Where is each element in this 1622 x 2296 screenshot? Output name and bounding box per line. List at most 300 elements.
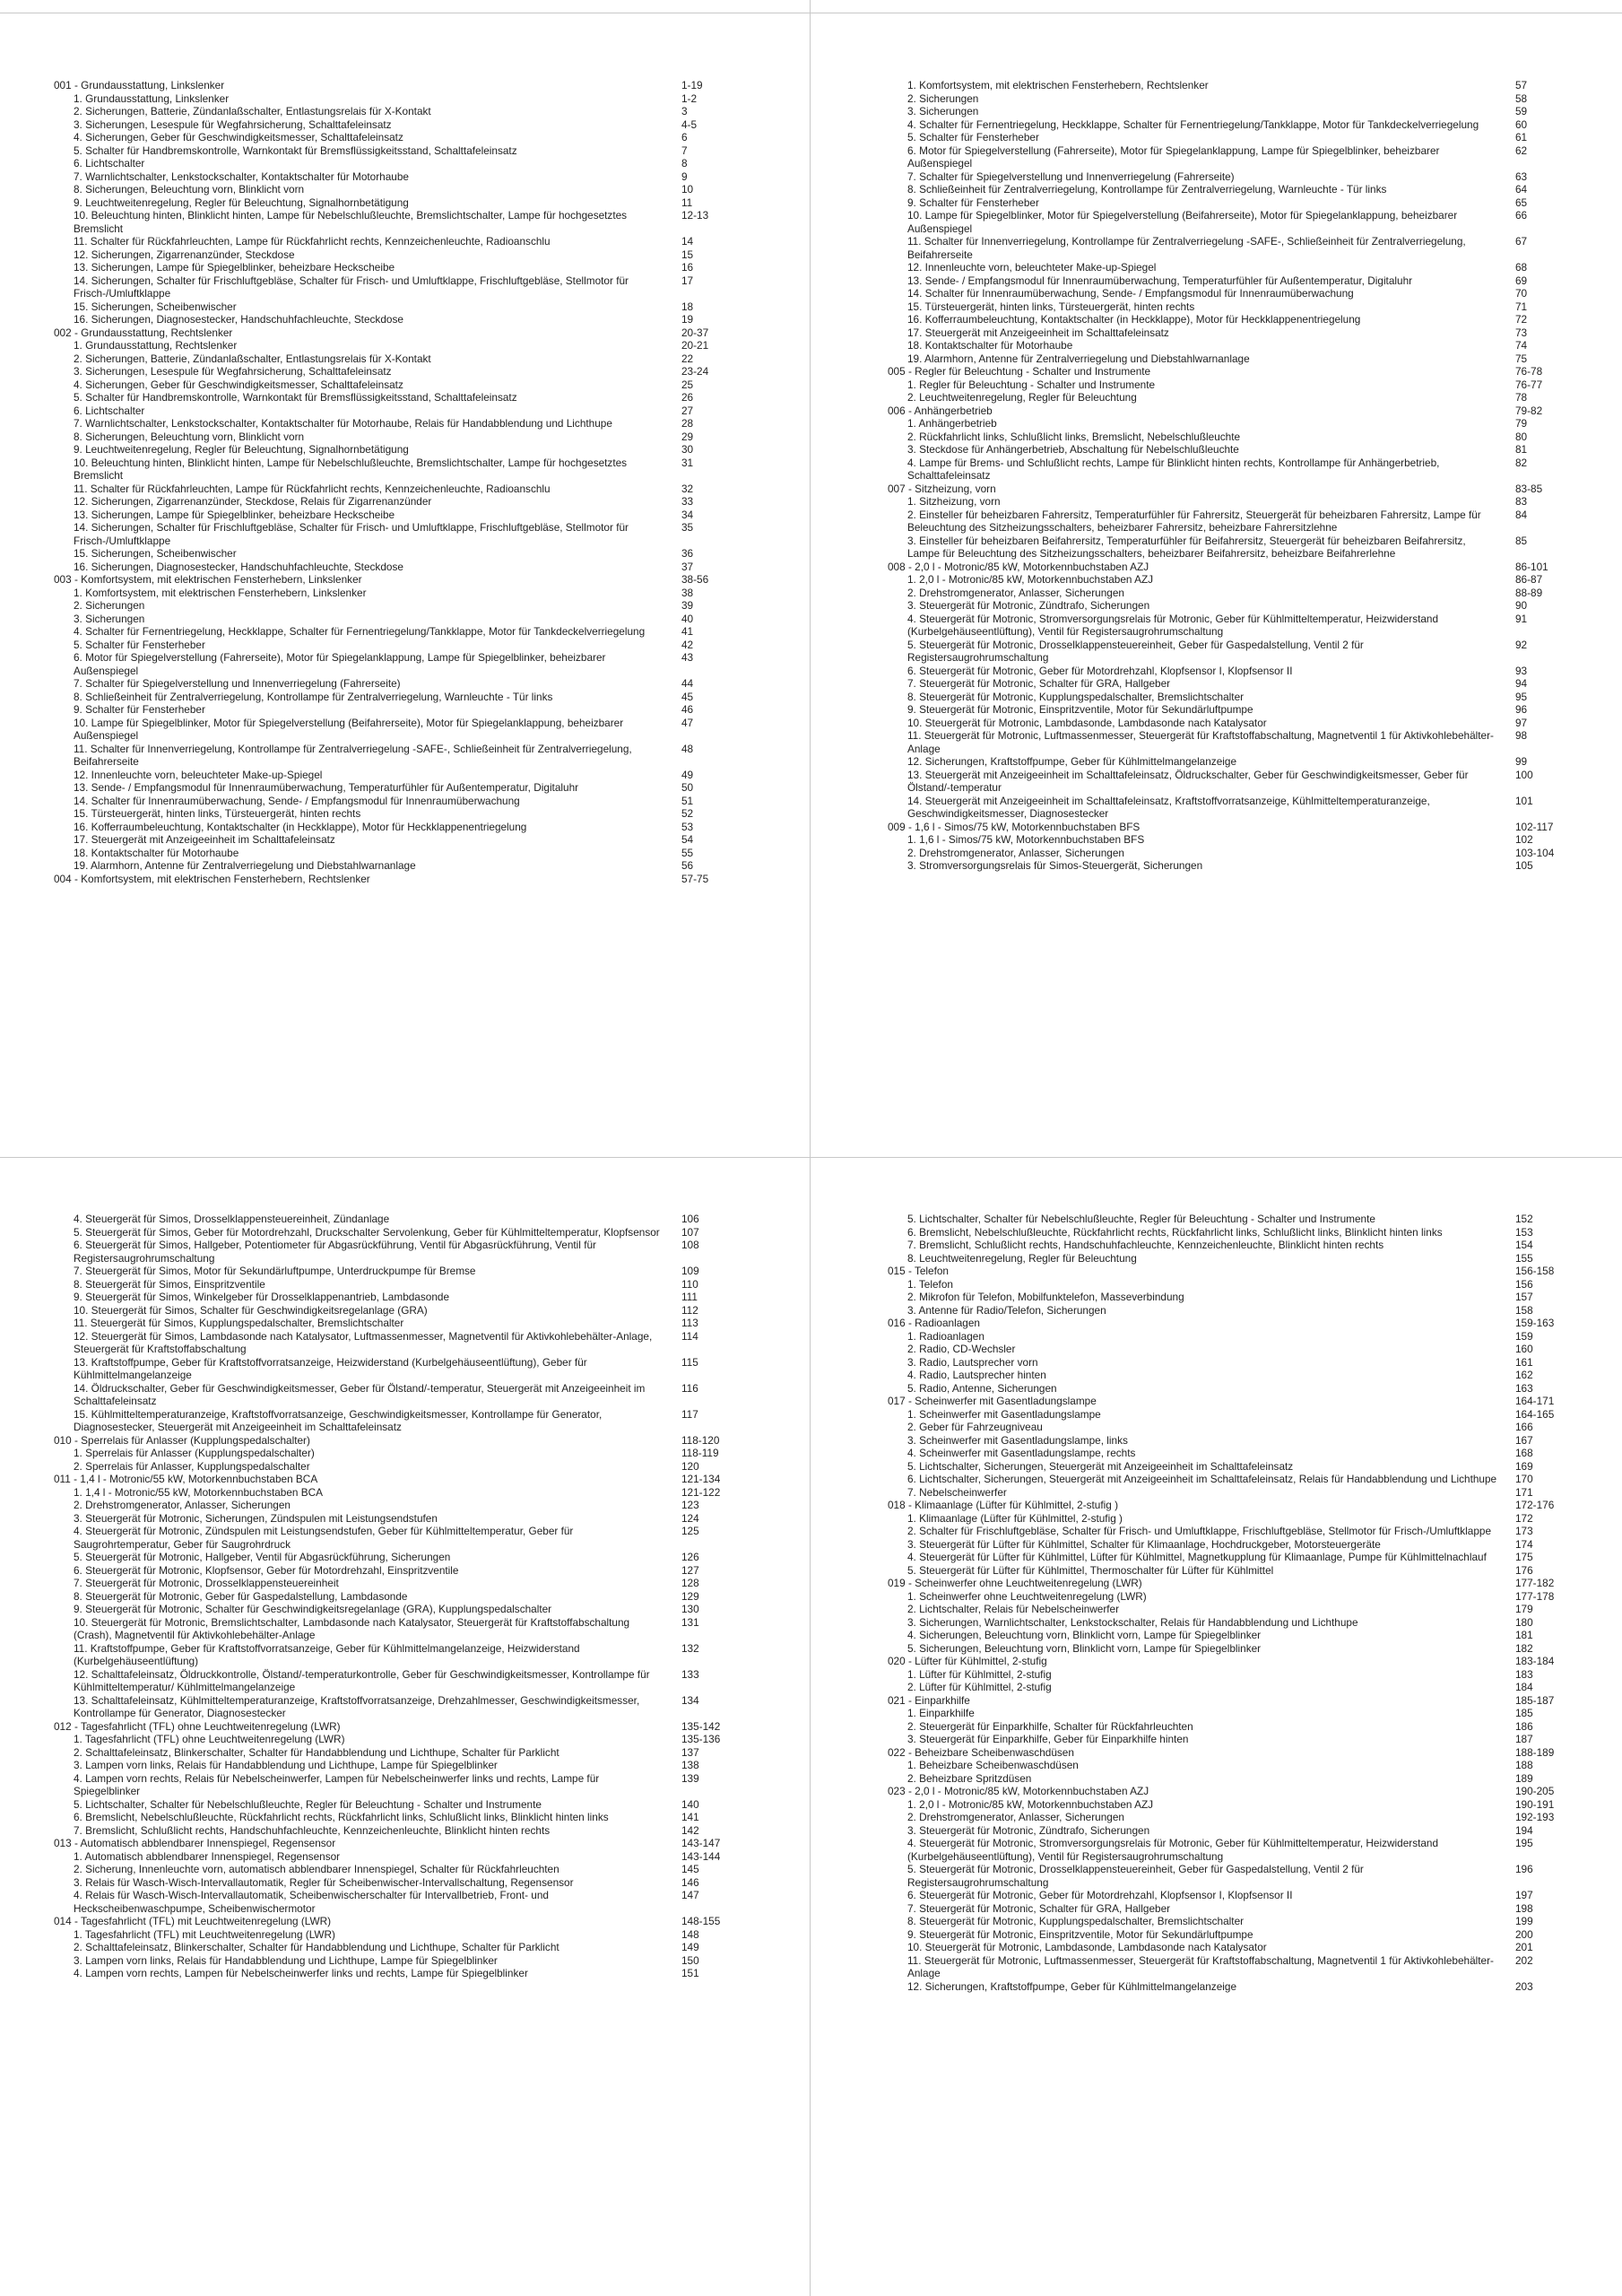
toc-entry-pages: 66 — [1515, 209, 1528, 222]
toc-entry-pages: 62 — [1515, 144, 1528, 157]
toc-entry-pages: 152 — [1515, 1213, 1533, 1225]
toc-entry-row — [888, 1434, 1578, 1448]
toc-entry-title: 015 - Telefon — [888, 1265, 949, 1277]
toc-entry-title: 001 - Grundausstattung, Linkslenker — [54, 79, 225, 91]
toc-entry-title: 10. Steuergerät für Simos, Schalter für Geschwindigkeitsregelanlage (GRA) — [74, 1303, 428, 1317]
toc-entry-pages: 138 — [681, 1759, 699, 1771]
toc-page-top-left — [54, 79, 744, 1091]
toc-chapter-row — [54, 1473, 744, 1486]
toc-entry-pages: 105 — [1515, 859, 1533, 872]
toc-entry-pages: 181 — [1515, 1629, 1533, 1641]
toc-entry-title: 6. Steuergerät für Motronic, Klopfsensor, Geber für Motordrehzahl, Einspritzventile — [74, 1563, 459, 1577]
toc-entry-pages: 1-2 — [681, 91, 698, 105]
toc-entry-pages: 164-165 — [1515, 1407, 1555, 1421]
toc-entry-row — [888, 1915, 1578, 1928]
toc-entry-pages: 169 — [1515, 1459, 1533, 1473]
toc-entry-title: 4. Schalter für Fernentriegelung, Heckklappe, Schalter für Fernentriegelung/Tankklappe, Motor für Tankdeckelverriegelung — [907, 117, 1479, 131]
toc-entry-row — [888, 1525, 1578, 1538]
toc-entry-title: 3. Sicherungen — [74, 612, 145, 625]
toc-entry-title: 12. Innenleuchte vorn, beleuchteter Make-up-Spiegel — [907, 261, 1157, 274]
toc-entry-title: 11. Schalter für Rückfahrleuchten, Lampe für Rückfahrlicht rechts, Kennzeichenleuchte, Radioanschlu — [74, 235, 551, 248]
toc-entry-pages: 80 — [1515, 430, 1528, 443]
toc-entry-title: 10. Steuergerät für Motronic, Bremslichtschalter, Lambdasonde nach Katalysator, Steuergerät für Kraftstoffabschaltung (Crash), Magnetventil für Aktivkohlebehälter-Anlage — [74, 1615, 630, 1641]
toc-entry-row — [54, 365, 744, 378]
toc-entry-title: 3. Einsteller für beheizbaren Beifahrersitz, Temperaturfühler für Beifahrersitz, Steuergerät für beheizbaren Beifahrersitz, Lampe für Beleuchtung des Sitzheizungsschalters, beheizbarer Beifahrersitz, beheizbare Beifahrerlehne — [907, 534, 1466, 560]
toc-entry-row — [888, 1473, 1578, 1486]
toc-entry-title: 13. Steuergerät mit Anzeigeeinheit im Schalttafeleinsatz, Öldruckschalter, Geber für Geschwindigkeitsmesser, Geber für Ölstand/-temperatur — [907, 768, 1469, 794]
toc-entry-title: 3. Sicherungen — [907, 105, 979, 117]
toc-entry-row — [54, 1512, 744, 1526]
toc-entry-title: 13. Sicherungen, Lampe für Spiegelblinker, beheizbare Heckscheibe — [74, 508, 395, 521]
toc-chapter-row — [888, 561, 1578, 574]
toc-entry-title: 2. Sicherungen, Batterie, Zündanlaßschalter, Entlastungsrelais für X-Kontakt — [74, 352, 431, 365]
toc-entry-row — [888, 1629, 1578, 1642]
toc-entry-title: 16. Kofferraumbeleuchtung, Kontaktschalter (in Heckklappe), Motor für Heckklappenentriegelung — [74, 820, 527, 833]
toc-entry-pages: 53 — [681, 820, 694, 833]
toc-entry-pages: 110 — [681, 1277, 698, 1291]
toc-entry-pages: 17 — [681, 274, 694, 287]
toc-entry-title: 14. Sicherungen, Schalter für Frischluftgebläse, Schalter für Frisch- und Umluftklappe, Frischluftgebläse, Stellmotor für Frisch-/Umluftklappe — [74, 274, 629, 300]
toc-entry-row — [888, 235, 1578, 261]
toc-entry-pages: 198 — [1515, 1901, 1533, 1915]
toc-entry-row — [888, 1941, 1578, 1954]
toc-entry-pages: 135-142 — [681, 1719, 721, 1733]
toc-entry-row — [888, 391, 1578, 404]
toc-entry-title: 008 - 2,0 l - Motronic/85 kW, Motorkennbuchstaben AZJ — [888, 560, 1149, 573]
toc-entry-row — [888, 1668, 1578, 1682]
toc-entry-title: 5. Lichtschalter, Schalter für Nebelschlußleuchte, Regler für Beleuchtung - Schalter und Instrumente — [907, 1213, 1375, 1225]
toc-entry-pages: 91 — [1515, 612, 1528, 625]
toc-entry-pages: 173 — [1515, 1525, 1533, 1537]
toc-entry-pages: 125 — [681, 1525, 699, 1537]
toc-entry-title: 013 - Automatisch abblendbarer Innenspiegel, Regensensor — [54, 1837, 336, 1849]
toc-entry-title: 3. Sicherungen, Warnlichtschalter, Lenkstockschalter, Relais für Handabblendung und Lichthupe — [907, 1615, 1358, 1629]
toc-entry-pages: 58 — [1515, 91, 1528, 105]
toc-entry-row — [54, 209, 744, 235]
toc-entry-pages: 177-178 — [1515, 1589, 1555, 1603]
toc-entry-pages: 1-19 — [681, 79, 703, 91]
toc-entry-title: 2. Beheizbare Spritzdüsen — [907, 1771, 1032, 1785]
toc-entry-row — [888, 1239, 1578, 1252]
toc-entry-pages: 200 — [1515, 1927, 1533, 1941]
toc-entry-pages: 86-87 — [1515, 573, 1543, 586]
toc-entry-title: 004 - Komfortsystem, mit elektrischen Fensterhebern, Rechtslenker — [54, 872, 370, 885]
toc-entry-row — [54, 1382, 744, 1408]
toc-entry-title: 16. Kofferraumbeleuchtung, Kontaktschalter (in Heckklappe), Motor für Heckklappenentriegelung — [907, 313, 1361, 326]
toc-entry-pages: 102 — [1515, 833, 1533, 846]
toc-entry-row — [54, 1577, 744, 1590]
toc-entry-title: 5. Steuergerät für Lüfter für Kühlmittel, Thermoschalter für Lüfter für Kühlmittel — [907, 1563, 1274, 1577]
toc-entry-title: 4. Steuergerät für Simos, Drosselklappensteuereinheit, Zündanlage — [74, 1213, 390, 1225]
toc-entry-title: 003 - Komfortsystem, mit elektrischen Fensterhebern, Linkslenker — [54, 573, 362, 586]
toc-entry-title: 1. Klimaanlage (Lüfter für Kühlmittel, 2-stufig ) — [907, 1511, 1123, 1525]
toc-entry-title: 7. Nebelscheinwerfer — [907, 1485, 1007, 1499]
toc-entry-title: 4. Scheinwerfer mit Gasentladungslampe, rechts — [907, 1447, 1136, 1459]
toc-entry-row — [54, 404, 744, 418]
toc-entry-pages: 100 — [1515, 768, 1533, 781]
toc-entry-row — [54, 795, 744, 808]
toc-entry-title: 5. Lichtschalter, Schalter für Nebelschlußleuchte, Regler für Beleuchtung - Schalter und Instrumente — [74, 1797, 542, 1811]
toc-chapter-row — [54, 79, 744, 92]
toc-entry-pages: 114 — [681, 1329, 698, 1343]
toc-entry-row — [54, 613, 744, 626]
toc-entry-row — [54, 1304, 744, 1318]
toc-entry-title: 012 - Tagesfahrlicht (TFL) ohne Leuchtweitenregelung (LWR) — [54, 1719, 341, 1733]
toc-entry-row — [888, 1460, 1578, 1474]
toc-entry-pages: 76-77 — [1515, 378, 1543, 391]
toc-entry-title: 14. Schalter für Innenraumüberwachung, Sende- / Empfangsmodul für Innenraumüberwachung — [907, 287, 1354, 300]
toc-entry-pages: 149 — [681, 1941, 699, 1953]
toc-entry-title: 9. Schalter für Fensterheber — [907, 196, 1039, 209]
toc-entry-row — [54, 483, 744, 496]
toc-entry-title: 8. Steuergerät für Motronic, Kupplungspedalschalter, Bremslichtschalter — [907, 690, 1245, 703]
toc-entry-pages: 18 — [681, 300, 694, 313]
toc-entry-title: 14. Sicherungen, Schalter für Frischluftgebläse, Schalter für Frisch- und Umluftklappe, Frischluftgebläse, Stellmotor für Frisch-/Umluftklappe — [74, 521, 629, 547]
toc-entry-pages: 4-5 — [681, 117, 698, 131]
toc-entry-row — [54, 1668, 744, 1694]
toc-entry-title: 1. Tagesfahrlicht (TFL) ohne Leuchtweitenregelung (LWR) — [74, 1733, 345, 1745]
toc-entry-title: 6. Motor für Spiegelverstellung (Fahrerseite), Motor für Spiegelanklappung, Lampe für Spiegelblinker, beheizbarer Außenspiegel — [74, 651, 606, 677]
toc-entry-pages: 85 — [1515, 534, 1528, 547]
toc-entry-pages: 189 — [1515, 1771, 1533, 1785]
toc-entry-row — [54, 1590, 744, 1604]
toc-entry-row — [888, 613, 1578, 639]
toc-entry-title: 9. Steuergerät für Motronic, Schalter für Geschwindigkeitsregelanlage (GRA), Kupplungspedalschalter — [74, 1603, 552, 1615]
toc-entry-pages: 60 — [1515, 117, 1528, 131]
toc-entry-pages: 179 — [1515, 1603, 1533, 1615]
toc-entry-row — [888, 1772, 1578, 1786]
toc-entry-pages: 19 — [681, 313, 694, 326]
toc-entry-pages: 22 — [681, 352, 694, 365]
toc-entry-pages: 143-147 — [681, 1837, 721, 1849]
toc-entry-pages: 153 — [1515, 1225, 1533, 1239]
toc-entry-title: 1. Komfortsystem, mit elektrischen Fensterhebern, Rechtslenker — [907, 79, 1209, 91]
toc-entry-pages: 7 — [681, 144, 688, 157]
toc-entry-row — [888, 717, 1578, 730]
toc-entry-title: 4. Sicherungen, Beleuchtung vorn, Blinklicht vorn, Lampe für Spiegelblinker — [907, 1629, 1262, 1641]
toc-entry-pages: 29 — [681, 430, 694, 443]
toc-entry-title: 7. Bremslicht, Schlußlicht rechts, Handschuhfachleuchte, Kennzeichenleuchte, Blinklicht hinten rechts — [74, 1823, 551, 1837]
toc-entry-pages: 20-37 — [681, 326, 709, 339]
toc-entry-pages: 49 — [681, 768, 694, 781]
toc-entry-row — [888, 1642, 1578, 1656]
toc-entry-row — [888, 196, 1578, 210]
toc-entry-pages: 97 — [1515, 716, 1528, 729]
toc-entry-row — [888, 1356, 1578, 1370]
toc-entry-title: 3. Sicherungen, Lesespule für Wegfahrsicherung, Schalttafeleinsatz — [74, 365, 392, 378]
toc-entry-row — [888, 144, 1578, 170]
toc-entry-title: 11. Kraftstoffpumpe, Geber für Kraftstoffvorratsanzeige, Geber für Kühlmittelmangelanzeige, Heizwiderstand (Kurbelgehäuseentlüftung) — [74, 1641, 580, 1667]
toc-entry-pages: 83-85 — [1515, 482, 1543, 495]
toc-entry-pages: 59 — [1515, 105, 1528, 117]
toc-entry-row — [54, 1798, 744, 1812]
toc-chapter-row — [888, 1317, 1578, 1330]
toc-entry-row — [54, 1408, 744, 1434]
toc-entry-row — [54, 859, 744, 873]
toc-entry-pages: 38 — [681, 586, 694, 599]
toc-entry-title: 3. Steuergerät für Motronic, Sicherungen, Zündspulen mit Leistungsendstufen — [74, 1511, 438, 1525]
toc-entry-title: 13. Sende- / Empfangsmodul für Innenraumüberwachung, Temperaturfühler für Außentemperatur, Digitaluhr — [907, 274, 1413, 287]
toc-entry-title: 2. Rückfahrlicht links, Schlußlicht links, Bremslicht, Nebelschlußleuchte — [907, 430, 1241, 443]
toc-entry-title: 2. Drehstromgenerator, Anlasser, Sicherungen — [907, 846, 1124, 859]
toc-entry-pages: 72 — [1515, 313, 1528, 326]
toc-entry-row — [888, 703, 1578, 717]
toc-entry-title: 13. Schalttafeleinsatz, Kühlmitteltemperaturanzeige, Kraftstoffvorratsanzeige, Drehzahlmesser, Geschwindigkeitsmesser, Kontrollampe für Generator, Diagnosestecker — [74, 1693, 640, 1719]
toc-entry-title: 017 - Scheinwerfer mit Gasentladungslampe — [888, 1395, 1097, 1407]
toc-page-top-right — [888, 79, 1578, 1091]
toc-entry-title: 2. Sicherungen — [74, 599, 145, 612]
toc-entry-title: 5. Steuergerät für Motronic, Hallgeber, Ventil für Abgasrückführung, Sicherungen — [74, 1551, 451, 1563]
toc-entry-pages: 142 — [681, 1823, 699, 1837]
toc-entry-title: 14. Steuergerät mit Anzeigeeinheit im Schalttafeleinsatz, Kraftstoffvorratsanzeige, Kühlmitteltemperaturanzeige, Geschwindigkeitsmesser, Diagnosestecker — [907, 794, 1430, 820]
toc-entry-pages: 127 — [681, 1563, 699, 1577]
toc-entry-row — [888, 1278, 1578, 1292]
toc-entry-pages: 158 — [1515, 1303, 1533, 1317]
toc-entry-pages: 78 — [1515, 391, 1528, 404]
toc-entry-pages: 9 — [681, 170, 688, 183]
toc-entry-pages: 94 — [1515, 677, 1528, 690]
toc-entry-title: 5. Lichtschalter, Sicherungen, Steuergerät mit Anzeigeeinheit im Schalttafeleinsatz — [907, 1459, 1294, 1473]
toc-entry-row — [54, 1278, 744, 1292]
toc-entry-pages: 166 — [1515, 1421, 1533, 1433]
toc-entry-title: 4. Sicherungen, Geber für Geschwindigkeitsmesser, Schalttafeleinsatz — [74, 378, 403, 391]
toc-entry-title: 3. Stromversorgungsrelais für Simos-Steuergerät, Sicherungen — [907, 859, 1203, 872]
toc-entry-row — [888, 1447, 1578, 1460]
toc-entry-pages: 111 — [681, 1291, 698, 1303]
toc-entry-row — [888, 665, 1578, 678]
toc-entry-row — [54, 847, 744, 860]
toc-entry-pages: 38-56 — [681, 573, 709, 586]
toc-entry-row — [54, 1694, 744, 1720]
toc-entry-pages: 134 — [681, 1693, 699, 1707]
toc-chapter-row — [888, 404, 1578, 418]
toc-entry-row — [54, 248, 744, 262]
toc-entry-row — [54, 1876, 744, 1890]
toc-entry-title: 2. Drehstromgenerator, Anlasser, Sicherungen — [907, 1811, 1124, 1823]
toc-entry-title: 1. Anhängerbetrieb — [907, 417, 997, 430]
toc-chapter-row — [888, 1499, 1578, 1512]
toc-entry-pages: 154 — [1515, 1239, 1533, 1251]
toc-entry-row — [54, 521, 744, 547]
toc-entry-pages: 37 — [681, 560, 694, 573]
toc-entry-pages: 40 — [681, 612, 694, 625]
toc-entry-title: 7. Steuergerät für Simos, Motor für Sekundärluftpumpe, Unterdruckpumpe für Bremse — [74, 1265, 476, 1277]
toc-entry-title: 3. Steckdose für Anhängerbetrieb, Abschaltung für Nebelschlußleuchte — [907, 443, 1239, 456]
toc-entry-pages: 140 — [681, 1797, 699, 1811]
toc-entry-row — [54, 352, 744, 366]
toc-entry-row — [54, 1356, 744, 1382]
toc-entry-title: 4. Lampe für Brems- und Schlußlicht rechts, Lampe für Blinklicht hinten rechts, Kontrollampe für Anhängerbetrieb, Schalttafeleinsatz — [907, 456, 1440, 482]
toc-entry-title: 18. Kontaktschalter für Motorhaube — [907, 339, 1073, 352]
toc-entry-pages: 45 — [681, 690, 694, 703]
toc-entry-title: 2. Schalter für Frischluftgebläse, Schalter für Frisch- und Umluftklappe, Frischluftgebläse, Stellmotor für Frisch-/Umluftklappe — [907, 1525, 1492, 1537]
toc-entry-title: 2. Leuchtweitenregelung, Regler für Beleuchtung — [907, 391, 1137, 404]
toc-entry-pages: 175 — [1515, 1551, 1533, 1563]
toc-entry-pages: 120 — [681, 1459, 699, 1473]
toc-chapter-row — [54, 1915, 744, 1928]
toc-entry-title: 4. Radio, Lautsprecher hinten — [907, 1369, 1046, 1381]
toc-entry-row — [888, 1811, 1578, 1824]
toc-entry-pages: 50 — [681, 781, 694, 794]
toc-entry-pages: 33 — [681, 495, 694, 508]
toc-entry-row — [888, 1486, 1578, 1500]
toc-entry-row — [888, 1421, 1578, 1434]
toc-entry-pages: 190-191 — [1515, 1797, 1555, 1811]
toc-entry-pages: 54 — [681, 833, 694, 846]
toc-entry-title: 2. Schalttafeleinsatz, Blinkerschalter, Schalter für Handabblendung und Lichthupe, Schalter für Parklicht — [74, 1941, 559, 1953]
toc-entry-title: 5. Schalter für Handbremskontrolle, Warnkontakt für Bremsflüssigkeitsstand, Schalttafeleinsatz — [74, 391, 517, 404]
toc-entry-pages: 102-117 — [1515, 820, 1554, 833]
toc-entry-row — [888, 833, 1578, 847]
toc-entry-row — [54, 457, 744, 483]
toc-entry-row — [54, 391, 744, 404]
toc-entry-title: 1. 1,6 l - Simos/75 kW, Motorkennbuchstaben BFS — [907, 833, 1145, 846]
toc-entry-pages: 34 — [681, 508, 694, 521]
toc-entry-row — [54, 118, 744, 132]
toc-entry-row — [888, 1837, 1578, 1863]
toc-entry-title: 2. Lüfter für Kühlmittel, 2-stufig — [907, 1681, 1052, 1693]
toc-entry-title: 10. Beleuchtung hinten, Blinklicht hinten, Lampe für Nebelschlußleuchte, Bremslichtschalter, Lampe für hochgesetztes Bremslicht — [74, 209, 628, 235]
toc-entry-row — [888, 795, 1578, 821]
toc-entry-title: 18. Kontaktschalter für Motorhaube — [74, 846, 239, 859]
toc-entry-title: 1. Beheizbare Scheibenwaschdüsen — [907, 1759, 1079, 1771]
toc-entry-pages: 197 — [1515, 1889, 1533, 1901]
toc-entry-title: 16. Sicherungen, Diagnosestecker, Handschuhfachleuchte, Steckdose — [74, 560, 403, 573]
toc-entry-row — [888, 1304, 1578, 1318]
toc-entry-title: 4. Relais für Wasch-Wisch-Intervallautomatik, Scheibenwischerschalter für Intervallbetrieb, Front- und Heckscheibenwaschpumpe, Scheibenwischermotor — [74, 1889, 549, 1915]
toc-entry-row — [888, 1512, 1578, 1526]
toc-entry-row — [54, 743, 744, 769]
toc-entry-title: 1. 2,0 l - Motronic/85 kW, Motorkennbuchstaben AZJ — [907, 573, 1154, 586]
toc-entry-row — [54, 833, 744, 847]
toc-entry-row — [888, 1551, 1578, 1564]
toc-entry-row — [54, 1967, 744, 1980]
toc-entry-pages: 168 — [1515, 1447, 1533, 1459]
toc-entry-title: 14. Öldruckschalter, Geber für Geschwindigkeitsmesser, Geber für Ölstand/-temperatur, Steuergerät mit Anzeigeeinheit im Schalttafeleinsatz — [74, 1381, 646, 1407]
toc-entry-title: 7. Steuergerät für Motronic, Drosselklappensteuereinheit — [74, 1577, 339, 1589]
toc-entry-title: 6. Steuergerät für Simos, Hallgeber, Potentiometer für Abgasrückführung, Ventil für Abgasrückführung, Ventil für Registersaugrohrumschaltung — [74, 1239, 596, 1265]
toc-entry-pages: 65 — [1515, 196, 1528, 209]
toc-entry-pages: 63 — [1515, 170, 1528, 183]
toc-entry-title: 10. Lampe für Spiegelblinker, Motor für Spiegelverstellung (Beifahrerseite), Motor für Spiegelanklappung, beheizbarer Außenspiegel — [907, 209, 1458, 235]
toc-entry-pages: 172-176 — [1515, 1499, 1555, 1511]
toc-entry-title: 3. Steuergerät für Motronic, Zündtrafo, Sicherungen — [907, 1823, 1150, 1837]
toc-entry-pages: 182 — [1515, 1641, 1533, 1655]
toc-entry-row — [888, 170, 1578, 184]
toc-entry-title: 2. Sicherungen — [907, 91, 979, 105]
toc-chapter-row — [888, 1746, 1578, 1760]
toc-entry-title: 2. Lichtschalter, Relais für Nebelscheinwerfer — [907, 1603, 1120, 1615]
toc-entry-title: 2. Mikrofon für Telefon, Mobilfunktelefon, Masseverbindung — [907, 1291, 1184, 1303]
toc-entry-pages: 99 — [1515, 755, 1528, 768]
toc-entry-row — [54, 183, 744, 196]
toc-entry-title: 2. Schalttafeleinsatz, Blinkerschalter, Schalter für Handabblendung und Lichthupe, Schalter für Parklicht — [74, 1745, 559, 1759]
toc-entry-pages: 14 — [681, 235, 694, 248]
toc-chapter-row — [54, 1434, 744, 1448]
toc-entry-pages: 199 — [1515, 1915, 1533, 1927]
toc-entry-row — [54, 821, 744, 834]
toc-entry-row — [888, 1369, 1578, 1382]
toc-entry-title: 4. Steuergerät für Lüfter für Kühlmittel, Lüfter für Kühlmittel, Magnetkupplung für Klimaanlage, Pumpe für Kühlmittelnachlauf — [907, 1551, 1487, 1563]
toc-entry-title: 7. Warnlichtschalter, Lenkstockschalter, Kontaktschalter für Motorhaube — [74, 170, 409, 183]
toc-entry-pages: 157 — [1515, 1291, 1533, 1303]
toc-entry-title: 1. Grundausstattung, Linkslenker — [74, 91, 230, 105]
toc-entry-title: 3. Antenne für Radio/Telefon, Sicherungen — [907, 1303, 1106, 1317]
toc-entry-row — [54, 1265, 744, 1278]
toc-chapter-row — [54, 873, 744, 886]
toc-entry-title: 1. Scheinwerfer mit Gasentladungslampe — [907, 1407, 1101, 1421]
toc-entry-title: 2. Sicherungen, Batterie, Zündanlaßschalter, Entlastungsrelais für X-Kontakt — [74, 105, 431, 117]
toc-entry-pages: 20-21 — [681, 339, 709, 352]
toc-entry-title: 6. Motor für Spiegelverstellung (Fahrerseite), Motor für Spiegelanklappung, Lampe für Spiegelblinker, beheizbarer Außenspiegel — [907, 144, 1440, 170]
toc-entry-row — [54, 313, 744, 326]
toc-entry-pages: 188 — [1515, 1759, 1533, 1771]
toc-entry-row — [54, 196, 744, 210]
toc-entry-title: 3. Sicherungen, Lesespule für Wegfahrsicherung, Schalttafeleinsatz — [74, 117, 392, 131]
toc-entry-pages: 25 — [681, 378, 694, 391]
toc-entry-pages: 135-136 — [681, 1733, 721, 1745]
toc-entry-title: 006 - Anhängerbetrieb — [888, 404, 993, 417]
toc-entry-title: 5. Steuergerät für Motronic, Drosselklappensteuereinheit, Geber für Gaspedalstellung, Ventil 2 für Registersaugrohrumschaltung — [907, 638, 1364, 664]
toc-entry-row — [54, 625, 744, 639]
toc-entry-row — [54, 1213, 744, 1226]
toc-entry-title: 4. Steuergerät für Motronic, Stromversorgungsrelais für Motronic, Geber für Kühlmitteltemperatur, Heizwiderstand (Kurbelgehäuseentlüftung), Ventil für Registersaugrohrumschaltung — [907, 612, 1439, 638]
toc-entry-title: 9. Leuchtweitenregelung, Regler für Beleuchtung, Signalhornbetätigung — [74, 196, 409, 209]
toc-entry-row — [888, 729, 1578, 755]
toc-entry-title: 4. Lampen vorn rechts, Lampen für Nebelscheinwerfer links und rechts, Lampe für Spiegelblinker — [74, 1967, 528, 1979]
toc-chapter-row — [888, 365, 1578, 378]
toc-entry-row — [888, 443, 1578, 457]
toc-entry-pages: 52 — [681, 807, 694, 820]
toc-entry-pages: 190-205 — [1515, 1785, 1555, 1797]
toc-entry-pages: 92 — [1515, 638, 1528, 651]
toc-entry-title: 020 - Lüfter für Kühlmittel, 2-stufig — [888, 1655, 1047, 1667]
toc-entry-title: 6. Lichtschalter, Sicherungen, Steuergerät mit Anzeigeeinheit im Schalttafeleinsatz, Relais für Handabblendung und Lichthupe — [907, 1473, 1497, 1485]
toc-entry-title: 7. Schalter für Spiegelverstellung und Innenverriegelung (Fahrerseite) — [907, 170, 1235, 183]
toc-chapter-row — [888, 1785, 1578, 1798]
toc-entry-row — [888, 1408, 1578, 1422]
toc-entry-row — [54, 1239, 744, 1265]
toc-entry-title: 15. Sicherungen, Scheibenwischer — [74, 300, 237, 313]
toc-entry-title: 8. Sicherungen, Beleuchtung vorn, Blinklicht vorn — [74, 183, 305, 196]
toc-entry-row — [888, 599, 1578, 613]
toc-entry-pages: 117 — [681, 1407, 698, 1421]
toc-entry-row — [888, 677, 1578, 691]
toc-entry-pages: 55 — [681, 846, 694, 859]
toc-entry-title: 1. Radioanlagen — [907, 1329, 984, 1343]
toc-entry-row — [888, 509, 1578, 535]
toc-entry-title: 9. Schalter für Fensterheber — [74, 703, 205, 716]
toc-entry-row — [888, 274, 1578, 288]
toc-entry-title: 1. Telefon — [907, 1277, 953, 1291]
toc-entry-row — [54, 1824, 744, 1838]
toc-entry-title: 4. Steuergerät für Motronic, Zündspulen mit Leistungsendstufen, Geber für Kühlmitteltemperatur, Geber für Saugrohrtemperatur, Geber für Saugrohrdruck — [74, 1525, 574, 1551]
toc-entry-title: 005 - Regler für Beleuchtung - Schalter und Instrumente — [888, 365, 1151, 378]
toc-entry-row — [888, 209, 1578, 235]
toc-entry-pages: 133 — [681, 1667, 699, 1681]
toc-entry-title: 2. Drehstromgenerator, Anlasser, Sicherungen — [907, 586, 1124, 599]
toc-entry-row — [54, 274, 744, 300]
toc-entry-title: 1. Tagesfahrlicht (TFL) mit Leuchtweitenregelung (LWR) — [74, 1927, 335, 1941]
toc-entry-title: 15. Türsteuergerät, hinten links, Türsteuergerät, hinten rechts — [74, 807, 361, 820]
toc-entry-row — [54, 769, 744, 782]
toc-entry-row — [54, 587, 744, 600]
toc-entry-title: 1. Scheinwerfer ohne Leuchtweitenregelung (LWR) — [907, 1589, 1147, 1603]
toc-entry-title: 15. Kühlmitteltemperaturanzeige, Kraftstoffvorratsanzeige, Geschwindigkeitsmesser, Kontrollampe für Generator, Diagnosestecker, Steuergerät mit Anzeigeeinheit im Schalttafeleinsatz — [74, 1407, 603, 1433]
toc-entry-title: 17. Steuergerät mit Anzeigeeinheit im Schalttafeleinsatz — [907, 326, 1169, 339]
toc-entry-row — [888, 261, 1578, 274]
toc-entry-pages: 143-144 — [681, 1849, 721, 1863]
